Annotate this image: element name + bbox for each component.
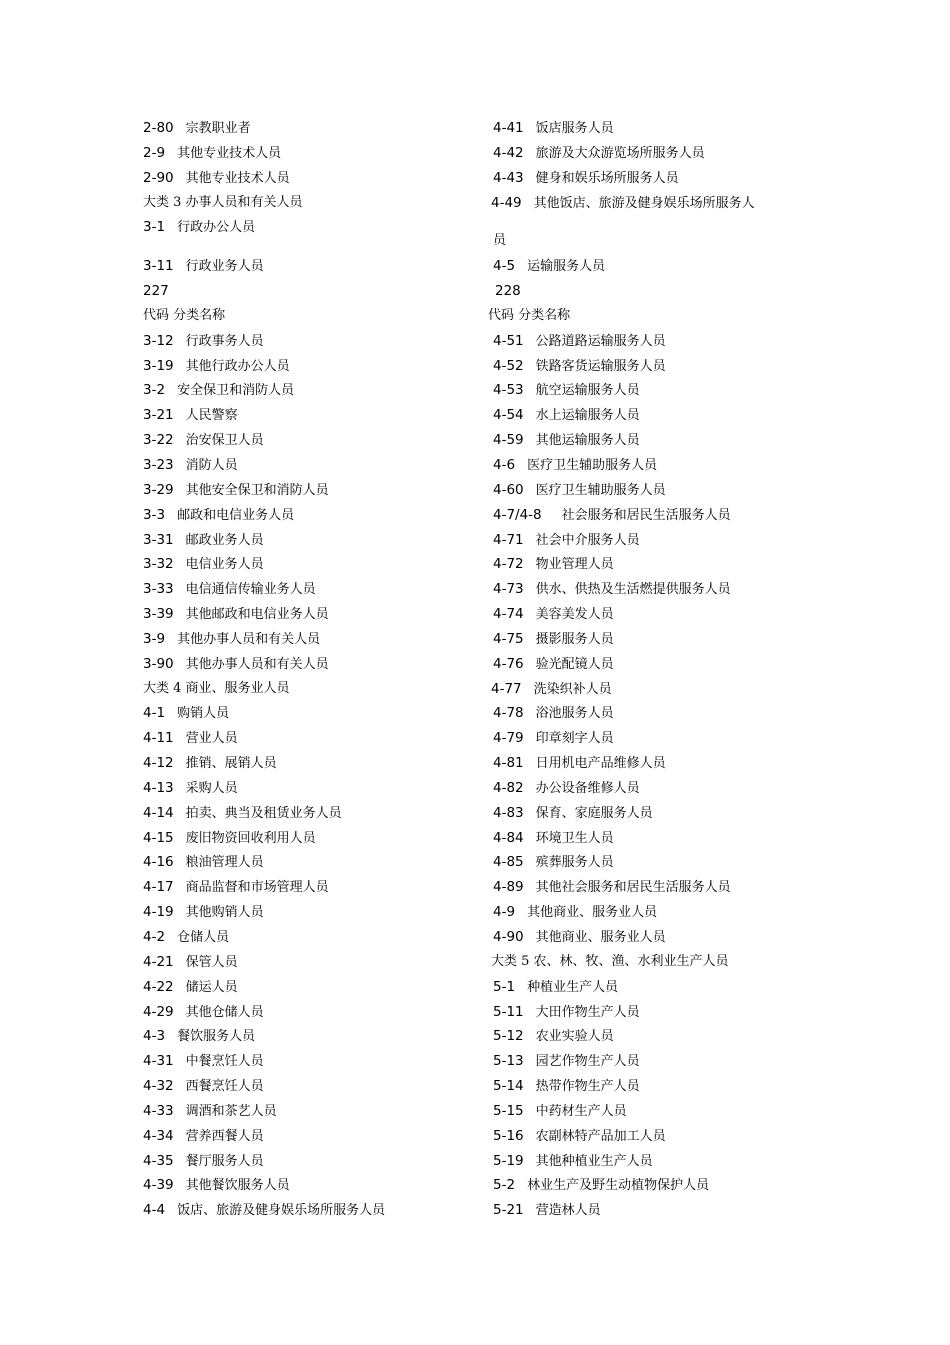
classification-row: [488, 354, 808, 379]
occupation-code: 4-4: [143, 1202, 166, 1219]
occupation-code: 4-2: [143, 929, 166, 945]
classification-row: [488, 1024, 808, 1049]
occupation-code: 4-42: [493, 144, 524, 161]
occupation-label: 农副林特产品加工人员: [535, 1128, 666, 1144]
occupation-code: 4-17: [143, 879, 174, 896]
classification-row: [488, 279, 808, 304]
classification-row: [488, 776, 808, 801]
occupation-code: 4-72: [493, 556, 524, 573]
classification-row: [143, 528, 473, 553]
occupation-code: 3-33: [143, 581, 174, 598]
occupation-label: 摄影服务人员: [535, 631, 614, 647]
classification-row: [143, 801, 473, 826]
occupation-label: 人民警察: [185, 408, 238, 424]
classification-row: [488, 453, 808, 478]
occupation-code: 4-7/4-8: [493, 506, 542, 523]
occupation-label: 餐饮服务人员: [177, 1029, 256, 1045]
occupation-code: 3-3: [143, 506, 166, 523]
occupation-label: 其他餐饮服务人员: [185, 1178, 290, 1194]
occupation-code: 3-39: [143, 606, 174, 623]
occupation-label: 中药材生产人员: [535, 1103, 627, 1119]
occupation-label: 废旧物资回收利用人员: [185, 830, 316, 846]
classification-row: [143, 850, 473, 875]
classification-row: [143, 1049, 473, 1074]
occupation-label: 拍卖、典当及租赁业务人员: [185, 805, 342, 821]
occupation-code: 4-76: [493, 655, 524, 672]
occupation-label: 中餐烹饪人员: [185, 1054, 264, 1070]
classification-row: [143, 1099, 473, 1124]
classification-row: [143, 166, 473, 191]
occupation-label: 浴池服务人员: [535, 706, 614, 722]
classification-row: [488, 875, 808, 900]
classification-row: [143, 552, 473, 577]
classification-row: [488, 701, 808, 726]
classification-row: [488, 577, 808, 602]
classification-row: [143, 826, 473, 851]
occupation-code: 3-12: [143, 332, 174, 349]
occupation-code: 3-2: [143, 382, 166, 399]
occupation-label: 航空运输服务人员: [535, 383, 640, 399]
classification-row: [143, 215, 473, 240]
occupation-code: 4-49: [491, 194, 522, 211]
classification-row: [488, 478, 808, 503]
occupation-code: 4-33: [143, 1102, 174, 1119]
classification-row: [488, 528, 808, 553]
classification-row: [143, 1173, 473, 1198]
occupation-code: 4-9: [493, 904, 516, 921]
classification-row: [488, 950, 808, 975]
occupation-code: 4-11: [143, 730, 174, 747]
occupation-label: 营造林人员: [535, 1203, 601, 1219]
occupation-code: 5-16: [493, 1127, 524, 1144]
occupation-label: 园艺作物生产人员: [535, 1054, 640, 1070]
classification-row: [143, 329, 473, 354]
occupation-code: 4-16: [143, 854, 174, 871]
classification-row: [488, 602, 808, 627]
classification-row: [143, 900, 473, 925]
occupation-label: 其他行政办公人员: [185, 358, 290, 374]
occupation-code: 4-77: [491, 680, 522, 697]
occupation-code: 3-90: [143, 655, 174, 672]
occupation-label: 其他邮政和电信业务人员: [185, 607, 329, 623]
occupation-code: 4-73: [493, 581, 524, 598]
occupation-label: 粮油管理人员: [185, 855, 264, 871]
occupation-label: 美容美发人员: [535, 607, 614, 623]
occupation-label: 铁路客货运输服务人员: [535, 358, 666, 374]
line-spacer: [143, 240, 473, 254]
occupation-code: 5-1: [493, 978, 516, 995]
classification-row: [488, 1124, 808, 1149]
occupation-code: 3-21: [143, 407, 174, 424]
classification-row: [488, 552, 808, 577]
classification-row: [143, 652, 473, 677]
occupation-label: 日用机电产品维修人员: [535, 756, 666, 772]
classification-row: [488, 826, 808, 851]
classification-row: [488, 191, 808, 216]
occupation-label: 供水、供热及生活燃提供服务人员: [535, 582, 731, 598]
occupation-code: 4-31: [143, 1053, 174, 1070]
occupation-label: 大田作物生产人员: [535, 1004, 640, 1020]
classification-row: [488, 116, 808, 141]
occupation-code: 4-52: [493, 357, 524, 374]
occupation-label: 代码 分类名称: [143, 307, 226, 323]
occupation-code: 4-34: [143, 1127, 174, 1144]
occupation-code: 4-51: [493, 332, 524, 349]
occupation-code: 4-5: [493, 258, 516, 275]
occupation-code: 4-12: [143, 755, 174, 772]
occupation-label: 行政业务人员: [185, 259, 264, 275]
occupation-code: 4-78: [493, 705, 524, 722]
occupation-label: 饭店服务人员: [535, 121, 614, 136]
occupation-label: 行政事务人员: [185, 333, 264, 349]
classification-row: [488, 726, 808, 751]
occupation-code: 2-80: [143, 120, 174, 136]
occupation-code: 4-14: [143, 804, 174, 821]
occupation-code: 4-60: [493, 481, 524, 498]
left-column: [143, 116, 473, 1223]
occupation-code: 4-43: [493, 169, 524, 186]
occupation-label: 水上运输服务人员: [535, 408, 640, 424]
classification-row: [488, 1000, 808, 1025]
occupation-code: 5-11: [493, 1003, 524, 1020]
occupation-label: 社会服务和居民生活服务人员: [561, 507, 731, 523]
occupation-code: 5-21: [493, 1202, 524, 1219]
occupation-label: 旅游及大众游览场所服务人员: [535, 145, 705, 161]
classification-row: [143, 354, 473, 379]
occupation-code: 4-74: [493, 606, 524, 623]
occupation-code: 4-13: [143, 779, 174, 796]
occupation-label: 健身和娱乐场所服务人员: [535, 170, 679, 186]
occupation-label: 大类 4 商业、服务业人员: [143, 680, 290, 696]
occupation-label: 验光配镜人员: [535, 656, 614, 672]
occupation-label: 采购人员: [185, 780, 238, 796]
classification-row: [143, 577, 473, 602]
occupation-label: 其他商业、服务业人员: [527, 905, 658, 921]
occupation-code: 4-83: [493, 804, 524, 821]
classification-row: [488, 304, 808, 329]
occupation-label: 电信业务人员: [185, 557, 264, 573]
occupation-label: 仓储人员: [177, 930, 230, 945]
classification-row: [143, 304, 473, 329]
occupation-code: 4-90: [493, 929, 524, 945]
occupation-label: 公路道路运输服务人员: [535, 333, 666, 349]
classification-row: [143, 1024, 473, 1049]
occupation-label: 社会中介服务人员: [535, 532, 640, 548]
classification-row: [143, 875, 473, 900]
occupation-code: 5-2: [493, 1177, 516, 1194]
occupation-code: 4-22: [143, 978, 174, 995]
occupation-code: 3-9: [143, 630, 166, 647]
classification-row: [488, 428, 808, 453]
classification-row: [488, 925, 808, 950]
occupation-code: 3-11: [143, 258, 174, 275]
classification-row: [488, 751, 808, 776]
occupation-code: 2-9: [143, 144, 166, 161]
occupation-label: 农业实验人员: [535, 1029, 614, 1045]
classification-row: [143, 1149, 473, 1174]
occupation-label: 其他种植业生产人员: [535, 1153, 653, 1169]
classification-row: [143, 701, 473, 726]
occupation-label: 其他办事人员和有关人员: [185, 656, 329, 672]
occupation-label: 其他仓储人员: [185, 1004, 264, 1020]
classification-row: [488, 677, 808, 702]
occupation-label: 运输服务人员: [527, 259, 606, 275]
occupation-code: 4-71: [493, 531, 524, 548]
occupation-label: 种植业生产人员: [527, 979, 619, 995]
occupation-code: 4-19: [143, 904, 174, 921]
occupation-label: 殡葬服务人员: [535, 855, 614, 871]
occupation-code: 5-19: [493, 1152, 524, 1169]
classification-row: [143, 191, 473, 216]
occupation-code: 4-89: [493, 879, 524, 896]
occupation-label: 邮政和电信业务人员: [177, 507, 295, 523]
occupation-code: 4-79: [493, 730, 524, 747]
classification-row: [143, 378, 473, 403]
classification-row: [488, 975, 808, 1000]
occupation-code: 4-84: [493, 829, 524, 846]
classification-row: [143, 1124, 473, 1149]
occupation-code: 4-53: [493, 382, 524, 399]
occupation-code: 5-14: [493, 1078, 524, 1095]
classification-row: [143, 726, 473, 751]
occupation-code: 4-85: [493, 854, 524, 871]
occupation-label: 其他专业技术人员: [177, 145, 282, 161]
occupation-label: 其他商业、服务业人员: [535, 930, 666, 945]
occupation-label: 宗教职业者: [185, 121, 251, 136]
occupation-label: 安全保卫和消防人员: [177, 383, 295, 399]
classification-row: [143, 453, 473, 478]
classification-row: [488, 329, 808, 354]
occupation-code: 4-3: [143, 1028, 166, 1045]
classification-row: [143, 141, 473, 166]
occupation-label: 行政办公人员: [177, 220, 256, 236]
occupation-label: 医疗卫生辅助服务人员: [527, 457, 658, 473]
occupation-label: 其他饭店、旅游及健身娱乐场所服务人: [533, 195, 755, 211]
occupation-label: 调酒和茶艺人员: [185, 1103, 277, 1119]
occupation-label: 保管人员: [185, 954, 238, 970]
line-spacer: [488, 215, 808, 229]
occupation-code: 4-82: [493, 779, 524, 796]
classification-row: [488, 403, 808, 428]
classification-row: [488, 1074, 808, 1099]
classification-row: [488, 627, 808, 652]
occupation-code: 4-81: [493, 755, 524, 772]
classification-row: [488, 254, 808, 279]
classification-row: [143, 428, 473, 453]
occupation-code: 5-13: [493, 1053, 524, 1070]
occupation-label: 代码 分类名称: [488, 307, 571, 323]
classification-row: [488, 1198, 808, 1223]
occupation-label: 营业人员: [185, 731, 238, 747]
occupation-label: 其他办事人员和有关人员: [177, 631, 321, 647]
occupation-label: 物业管理人员: [535, 557, 614, 573]
classification-row: [143, 116, 473, 141]
occupation-code: 3-19: [143, 357, 174, 374]
classification-row: [143, 776, 473, 801]
occupation-label: 营养西餐人员: [185, 1128, 264, 1144]
occupation-label: 其他运输服务人员: [535, 433, 640, 449]
occupation-code: 4-35: [143, 1152, 174, 1169]
occupation-label: 保育、家庭服务人员: [535, 805, 653, 821]
occupation-label: 印章刻字人员: [535, 731, 614, 747]
occupation-label: 商品监督和市场管理人员: [185, 880, 329, 896]
occupation-code: 227: [143, 283, 169, 300]
occupation-code: 4-75: [493, 630, 524, 647]
occupation-code: 4-1: [143, 705, 166, 722]
classification-row: [143, 1198, 473, 1223]
occupation-label: 西餐烹饪人员: [185, 1079, 264, 1095]
classification-row: [488, 900, 808, 925]
occupation-label: 餐厅服务人员: [185, 1153, 264, 1169]
occupation-label: 医疗卫生辅助服务人员: [535, 482, 666, 498]
classification-row: [143, 279, 473, 304]
occupation-code: 3-29: [143, 481, 174, 498]
occupation-label: 林业生产及野生动植物保护人员: [527, 1178, 710, 1194]
classification-row: [488, 1099, 808, 1124]
occupation-label: 消防人员: [185, 457, 238, 473]
occupation-label: 其他社会服务和居民生活服务人员: [535, 880, 731, 896]
occupation-label: 其他购销人员: [185, 905, 264, 921]
occupation-code: 4-15: [143, 829, 174, 846]
right-column: [488, 116, 808, 1223]
occupation-code: 4-54: [493, 407, 524, 424]
occupation-code: 3-31: [143, 531, 174, 548]
occupation-label: 办公设备维修人员: [535, 780, 640, 796]
occupation-label: 储运人员: [185, 979, 238, 995]
classification-row: [488, 850, 808, 875]
occupation-label: 邮政业务人员: [185, 532, 264, 548]
occupation-label: 员: [493, 233, 507, 249]
occupation-code: 2-90: [143, 169, 174, 186]
occupation-code: 3-22: [143, 432, 174, 449]
occupation-code: 4-41: [493, 120, 524, 136]
occupation-code: 228: [495, 283, 521, 300]
occupation-label: 大类 5 农、林、牧、渔、水利业生产人员: [491, 953, 729, 969]
classification-row: [143, 925, 473, 950]
occupation-label: 其他专业技术人员: [185, 170, 290, 186]
classification-row: [143, 751, 473, 776]
occupation-label: 治安保卫人员: [185, 433, 264, 449]
occupation-code: 3-23: [143, 456, 174, 473]
classification-row: [143, 403, 473, 428]
classification-row: [143, 254, 473, 279]
classification-row: [488, 166, 808, 191]
classification-row: [488, 229, 808, 254]
classification-row: [488, 1173, 808, 1198]
classification-row: [488, 801, 808, 826]
classification-row: [488, 652, 808, 677]
classification-row: [143, 677, 473, 702]
occupation-label: 热带作物生产人员: [535, 1079, 640, 1095]
classification-row: [143, 1000, 473, 1025]
classification-row: [143, 950, 473, 975]
classification-row: [488, 378, 808, 403]
classification-row: [143, 627, 473, 652]
occupation-code: 3-32: [143, 556, 174, 573]
occupation-label: 洗染织补人员: [533, 681, 612, 697]
occupation-label: 饭店、旅游及健身娱乐场所服务人员: [177, 1203, 386, 1219]
occupation-code: 4-21: [143, 953, 174, 970]
occupation-label: 大类 3 办事人员和有关人员: [143, 194, 303, 210]
classification-row: [143, 1074, 473, 1099]
occupation-code: 4-6: [493, 456, 516, 473]
classification-row: [488, 1149, 808, 1174]
occupation-code: 5-15: [493, 1102, 524, 1119]
occupation-label: 购销人员: [177, 706, 230, 722]
classification-row: [143, 503, 473, 528]
occupation-label: 推销、展销人员: [185, 756, 277, 772]
occupation-label: 其他安全保卫和消防人员: [185, 482, 329, 498]
occupation-code: 4-32: [143, 1078, 174, 1095]
classification-row: [488, 503, 808, 528]
occupation-label: 电信通信传输业务人员: [185, 582, 316, 598]
classification-row: [143, 975, 473, 1000]
classification-row: [143, 478, 473, 503]
classification-row: [143, 602, 473, 627]
occupation-code: 5-12: [493, 1028, 524, 1045]
occupation-code: 3-1: [143, 219, 166, 236]
classification-row: [488, 141, 808, 166]
occupation-code: 4-59: [493, 432, 524, 449]
occupation-code: 4-39: [143, 1177, 174, 1194]
classification-row: [488, 1049, 808, 1074]
occupation-label: 环境卫生人员: [535, 830, 614, 846]
occupation-code: 4-29: [143, 1003, 174, 1020]
